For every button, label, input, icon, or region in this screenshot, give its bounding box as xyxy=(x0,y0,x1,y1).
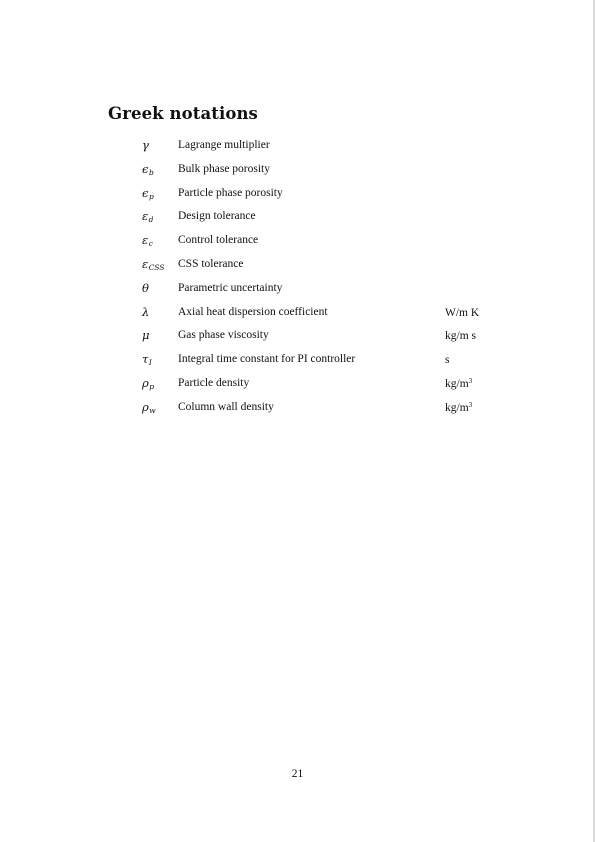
notation-row xyxy=(0,374,595,398)
notation-row xyxy=(0,207,595,231)
notation-row xyxy=(0,184,595,208)
notation-symbol: μ xyxy=(142,328,150,343)
notation-description: Control tolerance xyxy=(178,234,259,247)
notation-description: Column wall density xyxy=(178,400,274,413)
notation-description: Axial heat dispersion coefficient xyxy=(178,305,328,318)
notation-description: Integral time constant for PI controller xyxy=(178,353,356,366)
notation-symbol: $\varepsilon_{CSS}$ xyxy=(142,256,165,272)
notation-description: Design tolerance xyxy=(178,210,256,223)
section-title: Greek notations xyxy=(108,104,258,123)
notation-symbol: $\epsilon_p$ xyxy=(142,185,154,201)
notation-description: Particle density xyxy=(178,376,250,389)
page-number: 21 xyxy=(291,768,304,780)
notation-description: CSS tolerance xyxy=(178,257,244,270)
notation-row xyxy=(0,279,595,303)
notation-row xyxy=(0,398,595,422)
notation-description: Gas phase viscosity xyxy=(178,329,269,342)
notation-unit: W/m K xyxy=(445,306,480,319)
notation-symbol: $\varepsilon_c$ xyxy=(142,233,153,249)
notation-row xyxy=(0,326,595,350)
notation-unit: kg/m s xyxy=(445,330,476,343)
notation-row xyxy=(0,160,595,184)
notation-symbol: γ xyxy=(142,138,149,152)
notation-description: Particle phase porosity xyxy=(178,186,283,199)
notation-unit: $kg/m^3$ xyxy=(445,376,473,390)
notation-symbol: λ xyxy=(142,304,150,319)
notation-row xyxy=(0,231,595,255)
notation-unit: s xyxy=(445,354,450,367)
notation-symbol: $\rho_p$ xyxy=(142,375,155,391)
notation-description: Parametric uncertainty xyxy=(178,281,283,294)
notation-description: Bulk phase porosity xyxy=(178,162,270,175)
notation-symbol: $\epsilon_b$ xyxy=(142,161,154,177)
notation-row xyxy=(0,255,595,279)
notation-row xyxy=(0,350,595,374)
notation-list xyxy=(0,136,595,422)
notation-symbol: $\varepsilon_d$ xyxy=(142,209,154,225)
notation-description: Lagrange multiplier xyxy=(178,139,270,151)
notation-row xyxy=(0,136,595,160)
notation-symbol: θ xyxy=(142,280,149,295)
notation-symbol: $\tau_I$ xyxy=(142,352,152,368)
notation-symbol: $\rho_w$ xyxy=(142,399,156,415)
notation-unit: $kg/m^3$ xyxy=(445,400,473,414)
notation-row xyxy=(0,303,595,327)
